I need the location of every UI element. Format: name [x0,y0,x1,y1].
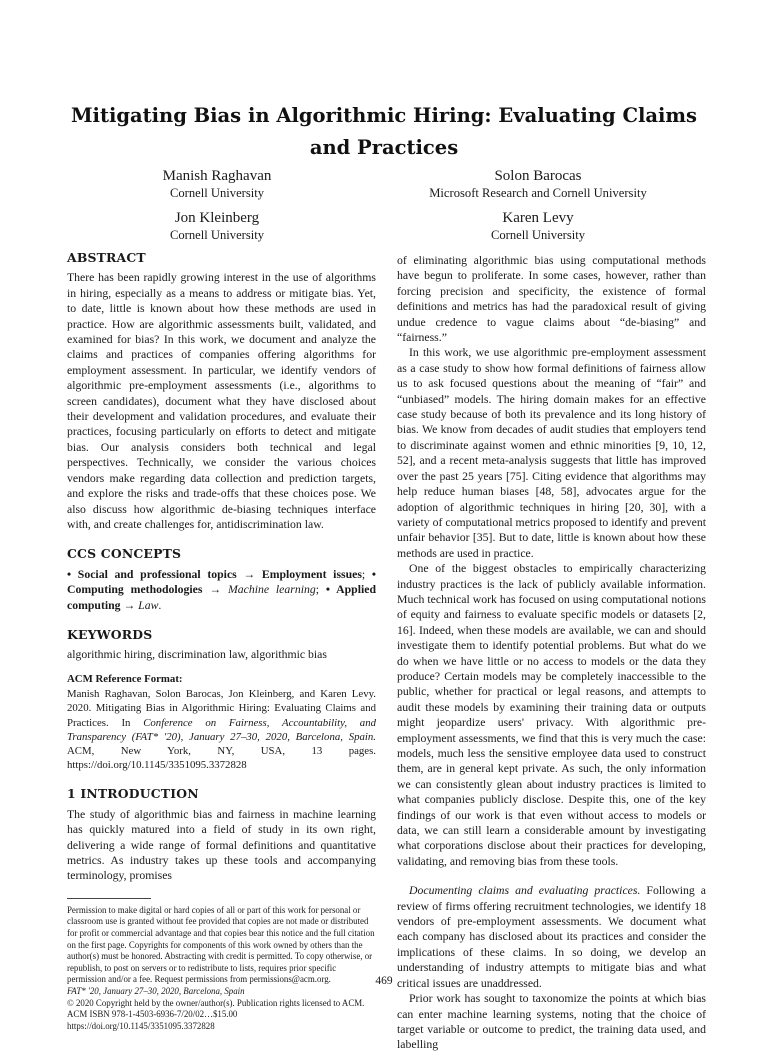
reference-format-heading: ACM Reference Format: [67,672,183,685]
author-block [52,210,382,244]
page-number: 469 [375,975,393,987]
paragraph: One of the biggest obstacles to empirically characterizing industry practices is the lack of publicly available information. Much technical work has focused on using computational notions of equity and fairness to evaluate specific models or datasets [2, 16]. Indeed, when these models are available, we can and should investigate them to identify potential problems. But what do we do when we have little or no access to models or the data they produce? Certain models may be completely inaccessible to the public, whether for practical or legal reasons, and attempts to audit these models by examining their training data or outputs might jeopardize users' privacy. With algorithmic pre-employment assessments, we find that this is very much the case: models, much less the sensitive employee data used to construct them, are in general kept private. As such, the only information we can consistently glean about industry practices is limited to what companies publicly disclose. Despite this, one of the key findings of our work is that even without access to models or data, we can still learn a considerable amount by investigating what corporations disclose about their practices for developing, validating, and removing bias from these tools. [397,562,706,868]
abstract-text: There has been rapidly growing interest in the use of algorithms in hiring, especially as a means to address or mitigate bias. Yet, to date, little is known about how these methods are used in practice. How are algorithmic assessments built, validated, and examined for bias? In this work, we document and analyze the claims and practices of companies offering algorithms for employment assessment. In particular, we identify vendors of algorithmic pre-employment assessments (i.e., algorithms to screen candidates), document what they have disclosed about their development and validation procedures, and evaluate their practices, focusing particularly on efforts to detect and mitigate bias. Our analysis considers both technical and legal perspectives. Technically, we consider the various choices vendors make regarding data collection and prediction targets, and explore the risks and trade-offs that these choices pose. We also discuss how algorithmic de-biasing techniques interface with, and create challenges for, antidiscrimination law. [67,271,376,531]
author-affiliation: Microsoft Research and Cornell University [429,186,647,200]
ccs-concepts: • Social and professional topics → Employment issues; • Computing methodologies → Machine learning; • Applied computing → Law. [67,567,377,612]
right-column [397,253,706,1053]
doi-link[interactable]: https://doi.org/10.1145/3351095.3372828 [67,1020,215,1031]
conference-line: FAT* '20, January 27–30, 2020, Barcelona, Spain [67,985,245,996]
paragraph: Prior work has sought to taxonomize the points at which bias can enter machine learning systems, noting that the choice of target variable or outcome to predict, the training data used, and labelling [397,992,706,1052]
introduction-text: The study of algorithmic bias and fairness in machine learning has quickly matured into a field of study in its own right, delivering a wide range of formal definitions and quantitative metrics. As industry takes up these tools and accompanying terminology, promises [67,807,376,883]
paragraph: In this work, we use algorithmic pre-employment assessment as a case study to show how formal definitions of fairness allow us to ask focused questions about the meaning of “fair” and “unbiased” models. The hiring domain makes for an effective case study because of both its prevalence and its long history of bias. We know from decades of audit studies that employers tend to discriminate against women and ethnic minorities [9, 10, 12, 52], and a recent meta-analysis suggests that little has improved over the past 25 years [75]. Citing evidence that algorithms may help reduce human biases [48, 58], advocates argue for the adoption of algorithmic techniques in hiring [20, 30], with a variety of computational metrics proposed to identify and prevent unfair behavior [35]. But to date, little is known about how these methods are used in practice. [397,346,706,560]
author-name: Karen Levy [502,210,574,226]
paragraph: of eliminating algorithmic bias using computational methods have begun to proliferate. In some cases, however, rather than forcing precision and specificity, the existence of formal definitions and metrics has had the paradoxical result of giving undue credence to vague claims about “de-biasing” and “fairness.” [397,254,706,345]
author-block [373,210,703,244]
paper-title: Mitigating Bias in Algorithmic Hiring: Evaluating Claims and Practices [70,104,698,159]
author-affiliation: Cornell University [169,228,265,242]
author-block [52,168,382,202]
author-affiliation: Cornell University [169,186,265,200]
reference-format-text: Manish Raghavan, Solon Barocas, Jon Kleinberg, and Karen Levy. 2020. Mitigating Bias in Algorithmic Hiring: Evaluating Claims and Practices. In Conference on Fairness, Accountability, and Transparency (FAT* '20), January 27–30, 2020, Barcelona, Spain. ACM, New York, NY, USA, 13 pages. https://doi.org/10.1145/3351095.3372828 [67,688,376,772]
copyright-line: © 2020 Copyright held by the owner/author(s). Publication rights licensed to ACM. [67,997,365,1008]
permission-notice: Permission to make digital or hard copies of all or part of this work for personal or classroom use is granted without fee provided that copies are not made or distributed for profit or commercial advantage and that copies bear this notice and the full citation on the first page. Copyrights for components of this work owned by others than the author(s) must be honored. Abstracting with credit is permitted. To copy otherwise, or republish, to post on servers or to redistribute to lists, requires prior specific permission and/or a fee. Request permissions from permissions@acm.org. [67,904,375,985]
paragraph: Documenting claims and evaluating practices. Following a review of firms offering recruitment technologies, we identify 18 vendors of pre-employment assessments. We document what each company has disclosed about its practices and consider the implications of these claims. In so doing, we develop an understanding of industry attempts to mitigate bias and what critical issues are unaddressed. [397,884,707,990]
keywords-heading: KEYWORDS [67,626,153,642]
ccs-heading: CCS CONCEPTS [67,546,182,562]
author-block [373,168,703,202]
author-affiliation: Cornell University [490,228,586,242]
footnote-divider [67,898,151,899]
author-name: Jon Kleinberg [174,210,260,226]
author-name: Solon Barocas [494,168,582,184]
left-column [67,250,376,1032]
isbn-line: ACM ISBN 978-1-4503-6936-7/20/02…$15.00 [67,1009,238,1020]
abstract-heading: ABSTRACT [67,250,146,265]
author-name: Manish Raghavan [162,168,272,184]
introduction-heading: 1 INTRODUCTION [67,786,199,802]
keywords-text: algorithmic hiring, discrimination law, algorithmic bias [67,648,327,662]
